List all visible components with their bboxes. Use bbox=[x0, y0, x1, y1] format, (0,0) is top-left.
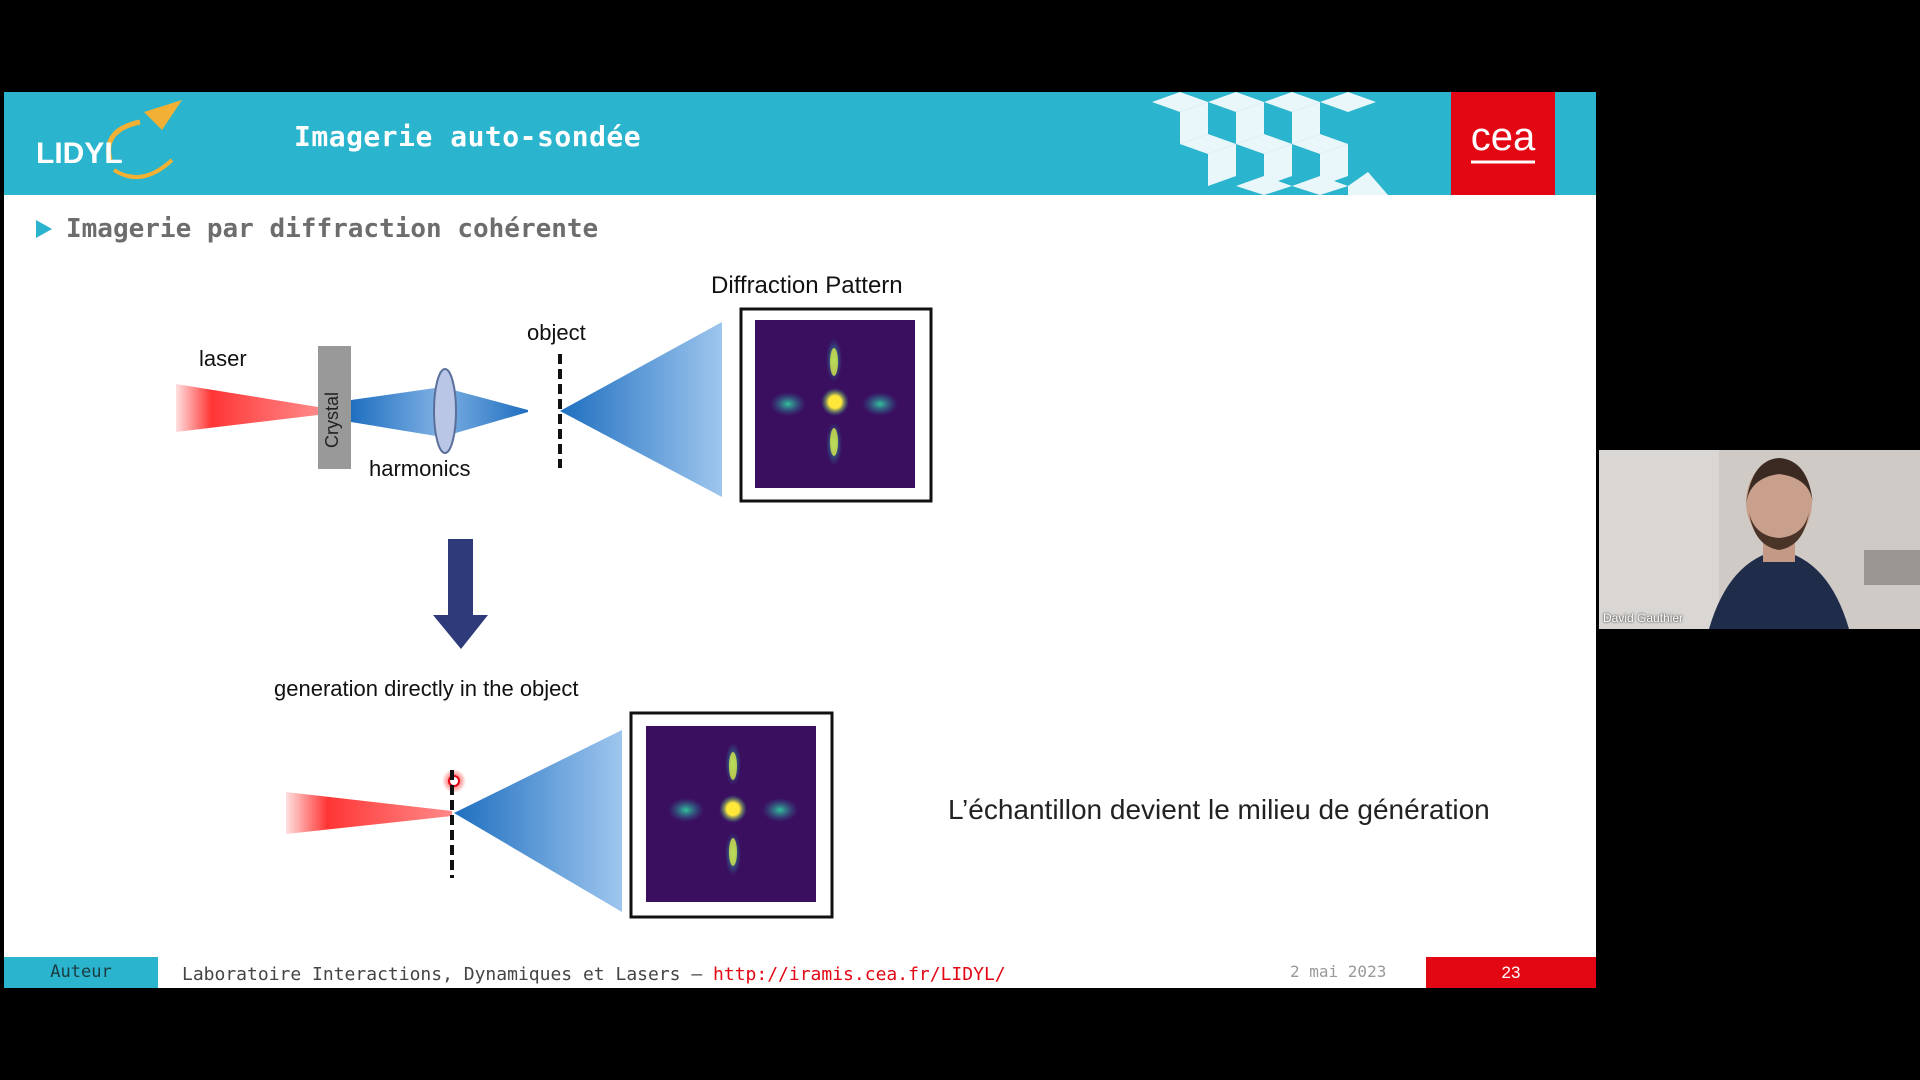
footer-lab-text: Laboratoire Interactions, Dynamiques et Lasers – bbox=[182, 964, 714, 985]
webcam-video bbox=[1599, 450, 1920, 629]
label-crystal: Crystal bbox=[322, 391, 342, 448]
svg-text:LIDYL: LIDYL bbox=[36, 137, 123, 170]
label-laser: laser bbox=[199, 346, 247, 371]
diffraction-cone-top bbox=[560, 322, 722, 497]
slide-title: Imagerie auto-sondée bbox=[294, 120, 642, 153]
webcam-participant-name: David Gauthier bbox=[1603, 611, 1684, 625]
diffraction-cone-bottom bbox=[454, 730, 622, 912]
footer-date: 2 mai 2023 bbox=[1290, 962, 1387, 981]
webcam-thumbnail[interactable] bbox=[1599, 450, 1920, 629]
statement-text: L’échantillon devient le milieu de génération bbox=[948, 794, 1490, 825]
label-generation: generation directly in the object bbox=[274, 676, 579, 701]
footer-page-number: 23 bbox=[1426, 957, 1596, 988]
footer-lab bbox=[182, 964, 1006, 985]
footer-author: Auteur bbox=[4, 957, 158, 988]
label-object: object bbox=[527, 320, 586, 345]
svg-text:cea: cea bbox=[1470, 115, 1536, 159]
laser-beam-top bbox=[176, 384, 318, 432]
presentation-slide bbox=[4, 92, 1596, 988]
laser-beam-bottom bbox=[286, 792, 452, 834]
focusing-lens bbox=[434, 369, 456, 453]
down-arrow bbox=[433, 539, 488, 649]
footer-lab-link[interactable]: http://iramis.cea.fr/LIDYL/ bbox=[713, 964, 1006, 985]
label-diffraction-pattern: Diffraction Pattern bbox=[711, 272, 903, 299]
label-harmonics: harmonics bbox=[369, 456, 471, 481]
subtitle-text: Imagerie par diffraction cohérente bbox=[66, 214, 599, 244]
